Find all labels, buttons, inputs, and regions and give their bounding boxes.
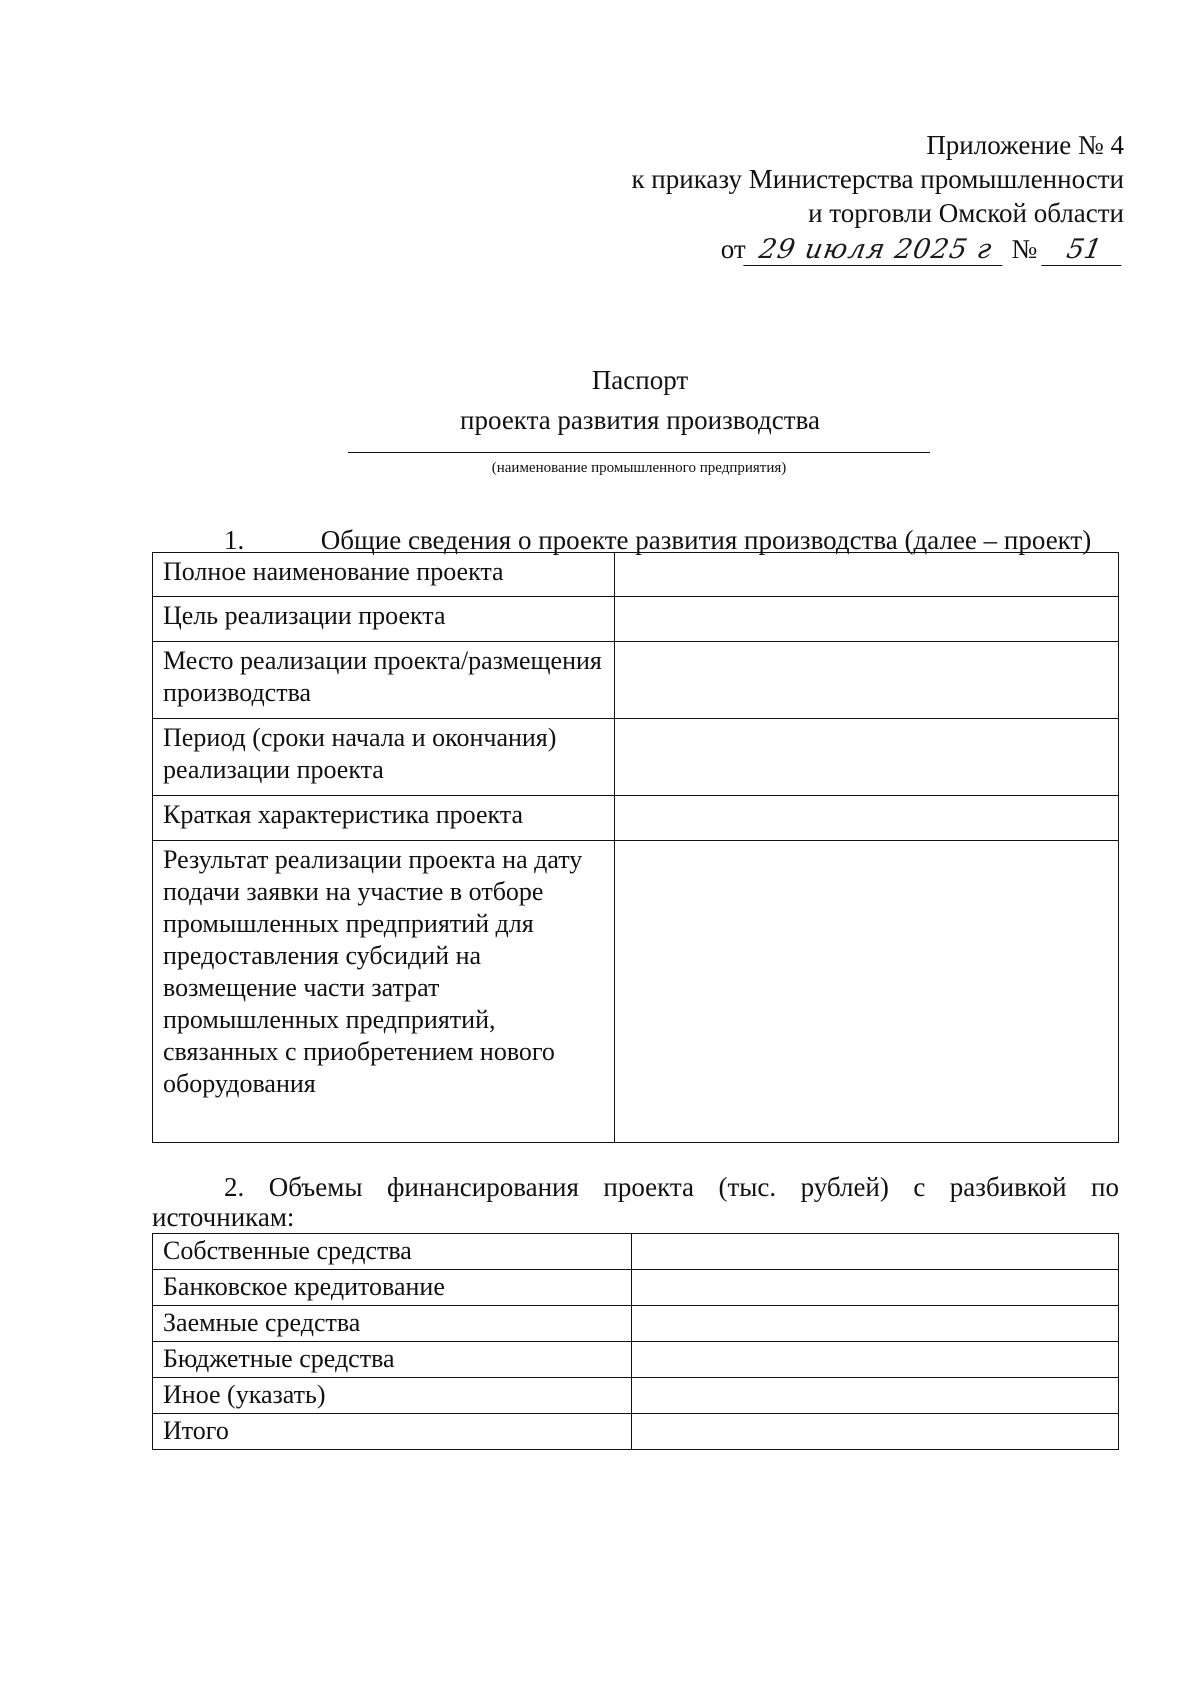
section2-heading bbox=[152, 1172, 1119, 1232]
row-value-cell[interactable] bbox=[615, 719, 1119, 796]
row-label: Банковское кредитование bbox=[153, 1270, 632, 1306]
table-row bbox=[153, 1234, 1119, 1270]
row-label: Полное наименование проекта bbox=[153, 553, 615, 597]
row-value-cell[interactable] bbox=[615, 841, 1119, 1143]
section2-title: Объемы финансирования проекта (тыс. рублей) с разбивкой по bbox=[268, 1172, 1119, 1202]
row-value-cell[interactable] bbox=[632, 1342, 1119, 1378]
row-label: Иное (указать) bbox=[153, 1378, 632, 1414]
row-label: Заемные средства bbox=[153, 1306, 632, 1342]
row-label: Результат реализации проекта на дату подачи заявки на участие в отборе промышленных предприятий для предоставления субсидий на возмещение части затрат промышленных предприятий, связанных с приобретением нового оборудования bbox=[153, 841, 615, 1143]
number-label: № bbox=[1011, 234, 1038, 264]
table-row bbox=[153, 719, 1119, 796]
table-row bbox=[153, 553, 1119, 597]
section2-number: 2. bbox=[224, 1172, 245, 1202]
table-row bbox=[153, 642, 1119, 719]
row-value-cell[interactable] bbox=[632, 1306, 1119, 1342]
order-date-number-line bbox=[631, 232, 1124, 266]
row-value-cell[interactable] bbox=[632, 1378, 1119, 1414]
enterprise-name-line bbox=[348, 452, 930, 453]
row-label: Место реализации проекта/размещения производства bbox=[153, 642, 615, 719]
table-row bbox=[153, 1306, 1119, 1342]
row-value-cell[interactable] bbox=[632, 1414, 1119, 1450]
appendix-ministry-line: и торговли Омской области bbox=[808, 198, 1124, 228]
row-label: Краткая характеристика проекта bbox=[153, 796, 615, 841]
row-label: Период (сроки начала и окончания) реализации проекта bbox=[153, 719, 615, 796]
table-row bbox=[153, 796, 1119, 841]
row-value-cell[interactable] bbox=[615, 642, 1119, 719]
table-row bbox=[153, 597, 1119, 642]
title-project: проекта развития производства bbox=[460, 405, 820, 435]
table-row bbox=[153, 841, 1119, 1143]
section2-heading-line2: источникам: bbox=[152, 1202, 295, 1232]
title-passport: Паспорт bbox=[591, 365, 689, 395]
table-row bbox=[153, 1378, 1119, 1414]
section1-number: 1. bbox=[224, 525, 245, 555]
appendix-number: Приложение № 4 bbox=[926, 130, 1124, 160]
row-value-cell[interactable] bbox=[615, 796, 1119, 841]
table-row bbox=[153, 1270, 1119, 1306]
row-label: Цель реализации проекта bbox=[153, 597, 615, 642]
row-label: Бюджетные средства bbox=[153, 1342, 632, 1378]
general-info-table bbox=[152, 552, 1119, 1143]
handwritten-number: 51 bbox=[1041, 235, 1126, 266]
row-value-cell[interactable] bbox=[615, 597, 1119, 642]
appendix-header bbox=[631, 128, 1124, 266]
row-label: Собственные средства bbox=[153, 1234, 632, 1270]
from-label: от bbox=[720, 234, 746, 264]
section1-title: Общие сведения о проекте развития производства (далее – проект) bbox=[320, 525, 1092, 555]
appendix-order-line: к приказу Министерства промышленности bbox=[631, 164, 1124, 194]
financing-table bbox=[152, 1233, 1119, 1450]
row-value-cell[interactable] bbox=[632, 1270, 1119, 1306]
enterprise-name-caption: (наименование промышленного предприятия) bbox=[491, 460, 787, 476]
row-value-cell[interactable] bbox=[632, 1234, 1119, 1270]
table-row bbox=[153, 1342, 1119, 1378]
document-title bbox=[0, 360, 1200, 440]
handwritten-date: 29 июля 2025 г bbox=[743, 235, 1007, 266]
section2-heading-line1 bbox=[152, 1172, 1119, 1202]
table-row bbox=[153, 1414, 1119, 1450]
row-value-cell[interactable] bbox=[615, 553, 1119, 597]
row-label: Итого bbox=[153, 1414, 632, 1450]
